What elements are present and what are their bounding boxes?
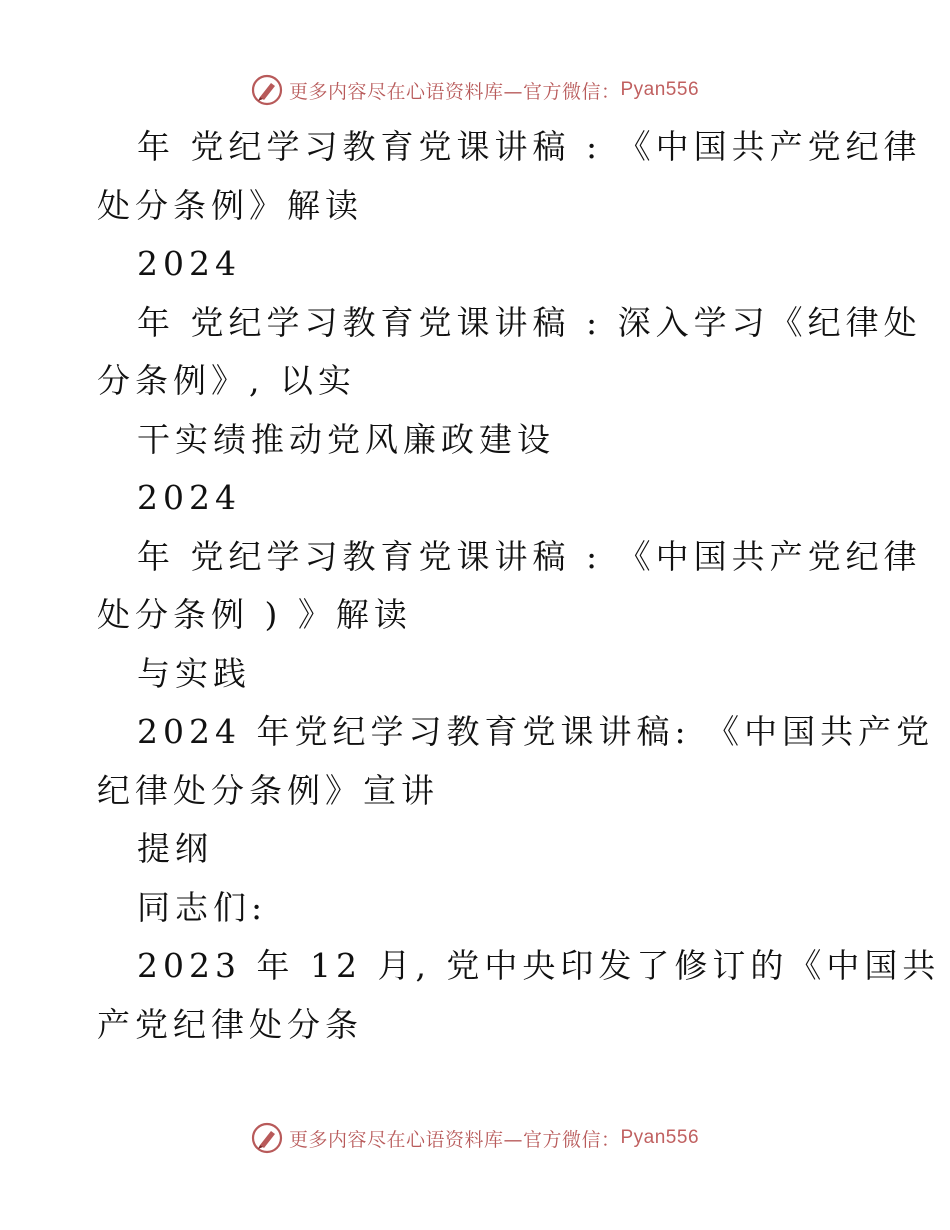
- footer-watermark: [0, 1118, 950, 1158]
- text-line: 分条例》, 以实: [97, 361, 356, 400]
- text-line: 产党纪律处分条: [97, 1004, 363, 1044]
- text-line: 提纲: [137, 829, 213, 868]
- watermark-text: 更多内容尽在心语资料库—官方微信：: [288, 80, 621, 103]
- text-line: 处分条例 ) 》解读: [97, 595, 412, 634]
- text-line: 年 党纪学习教育党课讲稿 : 《中国共产党纪律: [137, 536, 922, 576]
- text-line: 处分条例》解读: [97, 185, 363, 225]
- text-line: 2024: [137, 244, 241, 283]
- text-line: 2024 年党纪学习教育党课讲稿: 《中国共产党: [137, 712, 935, 751]
- watermark-wechat-id: Pyan556: [620, 1127, 700, 1148]
- document-body: [97, 118, 941, 1054]
- text-line: 2023 年 12 月, 党中央印发了修订的《中国共: [137, 946, 941, 985]
- watermark-text: 更多内容尽在心语资料库—官方微信：: [288, 1128, 621, 1151]
- header-watermark: [0, 70, 950, 110]
- pen-logo-icon: [251, 1122, 283, 1154]
- text-line: 2024: [137, 478, 241, 517]
- text-line: 同志们:: [137, 887, 268, 927]
- text-line: 干实绩推动党风廉政建设: [137, 419, 555, 459]
- text-line: 年 党纪学习教育党课讲稿 : 深入学习《纪律处: [137, 302, 922, 342]
- text-line: 与实践: [137, 653, 251, 693]
- text-line: 年 党纪学习教育党课讲稿 : 《中国共产党纪律: [137, 127, 922, 166]
- text-line: 纪律处分条例》宣讲: [97, 770, 439, 810]
- watermark-wechat-id: Pyan556: [620, 79, 700, 100]
- pen-logo-icon: [251, 74, 283, 106]
